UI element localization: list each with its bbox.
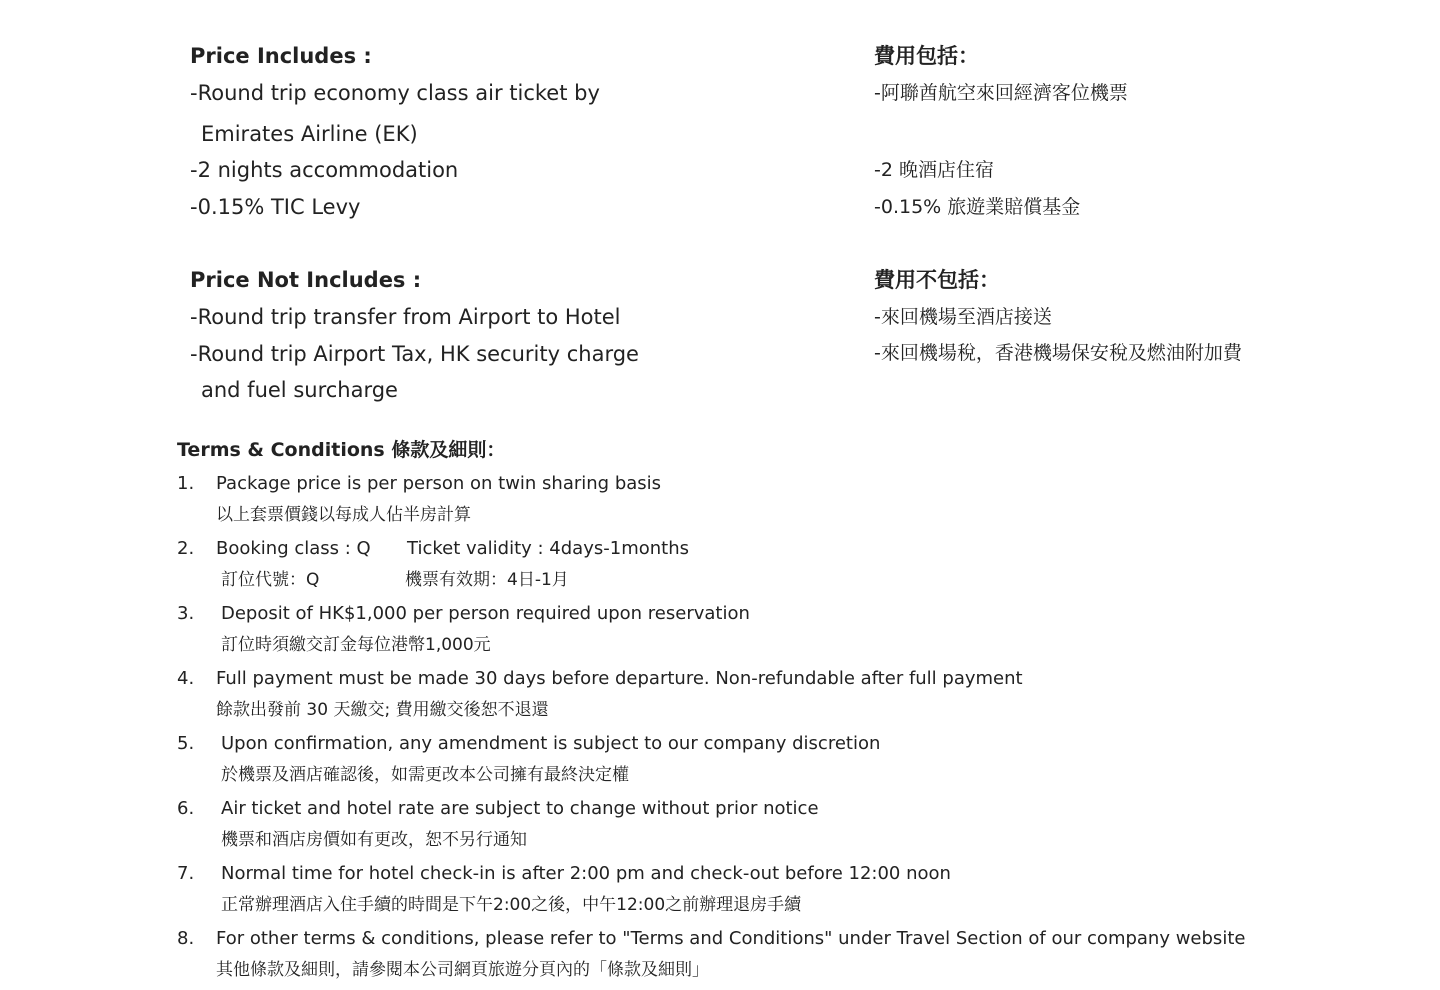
includes-item-tic-levy: -0.15% TIC Levy: [190, 195, 361, 219]
not-includes-item-fuel-surcharge: and fuel surcharge: [201, 378, 398, 402]
terms-item-6-number: 6.: [177, 798, 195, 819]
terms-item-7-number: 7.: [177, 863, 195, 884]
terms-item-3-number: 3.: [177, 603, 195, 624]
price-includes-title-zh: 費用包括：: [874, 44, 979, 68]
terms-item-4-en: Full payment must be made 30 days before departure. Non-refundable after full payment: [216, 668, 1023, 689]
terms-item-2-number: 2.: [177, 538, 195, 559]
includes-item-accommodation: -2 nights accommodation: [190, 158, 459, 182]
terms-item-5-number: 5.: [177, 733, 195, 754]
not-includes-item-transfer: -Round trip transfer from Airport to Hotel: [190, 305, 621, 329]
terms-item-1-zh: 以上套票價錢以每成人佔半房計算: [216, 505, 471, 525]
terms-item-2-en: Booking class : Q: [216, 538, 371, 559]
terms-item-2-en-validity: Ticket validity : 4days-1months: [407, 538, 689, 559]
terms-item-2-zh-validity: 機票有效期：4日-1月: [405, 570, 569, 590]
not-includes-item-transfer-zh: -來回機場至酒店接送: [874, 306, 1052, 328]
terms-item-1-number: 1.: [177, 473, 195, 494]
price-not-includes-title-zh: 費用不包括：: [874, 268, 1000, 292]
price-not-includes-title: Price Not Includes :: [190, 268, 422, 292]
terms-item-2-zh: 訂位代號：Q: [221, 570, 320, 590]
includes-item-tic-levy-zh: -0.15% 旅遊業賠償基金: [874, 196, 1081, 218]
price-includes-title: Price Includes :: [190, 44, 372, 68]
includes-item-airline: Emirates Airline (EK): [201, 122, 418, 146]
terms-item-1-en: Package price is per person on twin sharing basis: [216, 473, 662, 494]
terms-item-8-number: 8.: [177, 928, 195, 949]
terms-item-5-zh: 於機票及酒店確認後，如需更改本公司擁有最終決定權: [221, 765, 629, 785]
includes-item-air-ticket: -Round trip economy class air ticket by: [190, 81, 600, 105]
terms-item-4-number: 4.: [177, 668, 195, 689]
terms-item-5-en: Upon confirmation, any amendment is subject to our company discretion: [221, 733, 881, 754]
not-includes-item-airport-tax: -Round trip Airport Tax, HK security charge: [190, 342, 639, 366]
terms-item-7-zh: 正常辦理酒店入住手續的時間是下午2:00之後，中午12:00之前辦理退房手續: [221, 895, 802, 915]
terms-title: Terms & Conditions 條款及細則：: [177, 439, 506, 461]
terms-item-4-zh: 餘款出發前 30 天繳交; 費用繳交後恕不退還: [216, 700, 549, 720]
includes-item-accommodation-zh: -2 晚酒店住宿: [874, 159, 994, 181]
terms-item-8-en: For other terms & conditions, please refer to "Terms and Conditions" under Travel Section of our company website: [216, 928, 1246, 949]
terms-item-8-zh: 其他條款及細則，請參閱本公司網頁旅遊分頁內的「條款及細則」: [216, 960, 709, 980]
includes-item-air-ticket-zh: -阿聯酋航空來回經濟客位機票: [874, 82, 1128, 104]
terms-item-7-en: Normal time for hotel check-in is after 2:00 pm and check-out before 12:00 noon: [221, 863, 951, 884]
terms-item-6-zh: 機票和酒店房價如有更改，恕不另行通知: [221, 830, 527, 850]
terms-item-3-zh: 訂位時須繳交訂金每位港幣1,000元: [221, 635, 491, 655]
terms-item-6-en: Air ticket and hotel rate are subject to change without prior notice: [221, 798, 819, 819]
not-includes-item-airport-tax-zh: -來回機場稅，香港機場保安稅及燃油附加費: [874, 342, 1242, 364]
terms-item-3-en: Deposit of HK$1,000 per person required upon reservation: [221, 603, 750, 624]
